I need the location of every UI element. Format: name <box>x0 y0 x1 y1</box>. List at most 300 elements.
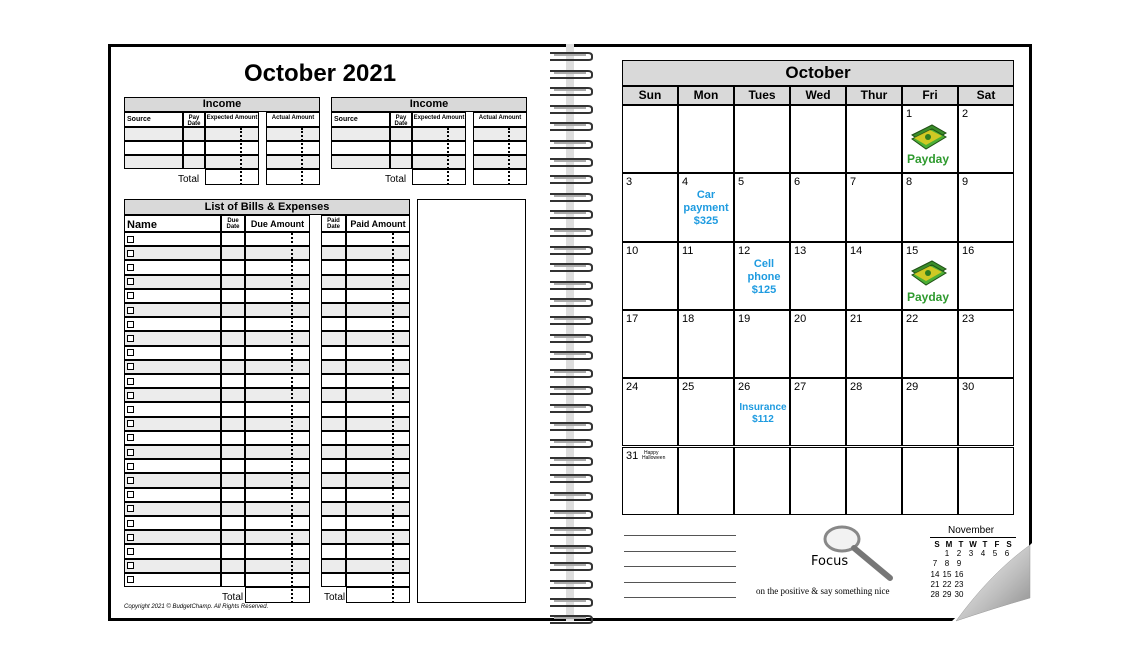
calendar-day-cell[interactable] <box>846 310 902 378</box>
day-number: 29 <box>906 381 919 394</box>
bill-cell[interactable] <box>346 360 410 374</box>
spiral-ring-icon <box>548 191 594 203</box>
bill-cell[interactable] <box>124 544 221 558</box>
bill-cell[interactable] <box>245 516 310 530</box>
calendar-day-cell[interactable] <box>902 173 958 241</box>
bill-cell[interactable] <box>346 275 410 289</box>
due-date-col-header-text: Due Date <box>226 218 240 230</box>
event-text: $125 <box>751 284 777 296</box>
bill-cell[interactable] <box>321 260 346 274</box>
bill-cell[interactable] <box>245 431 310 445</box>
bill-cell[interactable] <box>221 417 245 431</box>
income-cell[interactable] <box>205 127 259 141</box>
mini-day: 29 <box>942 590 952 600</box>
bill-cell[interactable] <box>245 275 310 289</box>
bill-checkbox[interactable] <box>127 463 134 470</box>
mini-day: 2 <box>956 549 962 558</box>
calendar-day-cell[interactable] <box>734 447 790 515</box>
bill-cell[interactable] <box>346 459 410 473</box>
mini-day: 1 <box>944 549 950 558</box>
spiral-ring-icon <box>548 402 594 414</box>
due-amount-col-header <box>245 215 310 232</box>
mini-day: 4 <box>980 549 986 558</box>
day-number: 6 <box>794 176 801 189</box>
bill-checkbox[interactable] <box>127 406 134 413</box>
source-col-header: Source <box>124 112 183 127</box>
bill-cell[interactable] <box>321 374 346 388</box>
calendar-day-cell[interactable] <box>902 310 958 378</box>
weekday-header: Sun <box>622 86 678 105</box>
spiral-ring-icon <box>548 490 594 502</box>
calendar-day-cell[interactable] <box>958 173 1014 241</box>
calendar-day-cell[interactable] <box>790 105 846 173</box>
bill-cell[interactable] <box>321 317 346 331</box>
bill-cell[interactable] <box>124 530 221 544</box>
name-col-header <box>124 215 221 232</box>
income-cell[interactable] <box>331 155 390 169</box>
bill-cell[interactable] <box>321 417 346 431</box>
mini-day: 6 <box>1004 549 1010 558</box>
income-cell[interactable] <box>390 155 412 169</box>
bill-checkbox[interactable] <box>127 292 134 299</box>
bill-cell[interactable] <box>346 402 410 416</box>
bill-cell[interactable] <box>245 445 310 459</box>
bill-cell[interactable] <box>124 573 221 587</box>
income-header: Income <box>124 97 320 112</box>
bill-cell[interactable] <box>221 473 245 487</box>
income-cell[interactable] <box>412 141 466 155</box>
calendar-day-cell[interactable] <box>902 447 958 515</box>
calendar-day-cell[interactable] <box>678 378 734 446</box>
bill-cell[interactable] <box>321 303 346 317</box>
bill-cell[interactable] <box>321 232 346 246</box>
bill-cell[interactable] <box>245 388 310 402</box>
day-number: 7 <box>850 176 857 189</box>
bill-cell[interactable] <box>321 516 346 530</box>
bill-cell[interactable] <box>124 246 221 260</box>
bill-cell[interactable] <box>124 303 221 317</box>
calendar-day-cell[interactable] <box>678 105 734 173</box>
bill-cell[interactable] <box>221 374 245 388</box>
bill-cell[interactable] <box>346 559 410 573</box>
bill-cell[interactable] <box>124 431 221 445</box>
bill-cell[interactable] <box>124 346 221 360</box>
income-cell[interactable] <box>390 127 412 141</box>
bill-cell[interactable] <box>346 303 410 317</box>
bill-checkbox[interactable] <box>127 278 134 285</box>
calendar-day-cell[interactable] <box>846 378 902 446</box>
bill-cell[interactable] <box>221 530 245 544</box>
bill-cell[interactable] <box>124 445 221 459</box>
bill-cell[interactable] <box>124 516 221 530</box>
bill-cell[interactable] <box>245 544 310 558</box>
mini-weekday: F <box>994 540 1000 549</box>
bill-cell[interactable] <box>124 417 221 431</box>
event-text: $325 <box>693 215 719 227</box>
bill-cell[interactable] <box>221 331 245 345</box>
income-cell[interactable] <box>412 155 466 169</box>
bill-cell[interactable] <box>221 431 245 445</box>
calendar-day-cell[interactable] <box>678 242 734 310</box>
bill-cell[interactable] <box>221 232 245 246</box>
expected-col-header-text: Expected Amount <box>413 115 465 121</box>
bill-cell[interactable] <box>321 473 346 487</box>
bill-cell[interactable] <box>124 289 221 303</box>
dotted-divider <box>392 233 394 603</box>
bill-cell[interactable] <box>321 289 346 303</box>
expected-total-cell[interactable] <box>412 169 466 185</box>
bill-checkbox[interactable] <box>127 477 134 484</box>
bill-cell[interactable] <box>221 260 245 274</box>
bill-cell[interactable] <box>124 360 221 374</box>
bill-cell[interactable] <box>321 402 346 416</box>
bill-cell[interactable] <box>245 459 310 473</box>
bill-cell[interactable] <box>321 459 346 473</box>
halloween-note: Happy <box>644 450 659 456</box>
income-cell[interactable] <box>205 141 259 155</box>
calendar-day-cell[interactable] <box>678 447 734 515</box>
bill-checkbox[interactable] <box>127 420 134 427</box>
mini-day: 21 <box>930 579 940 589</box>
note-line[interactable] <box>624 566 736 567</box>
bill-cell[interactable] <box>245 246 310 260</box>
bill-cell[interactable] <box>124 559 221 573</box>
day-number: 14 <box>850 244 863 257</box>
bill-cell[interactable] <box>321 346 346 360</box>
bill-cell[interactable] <box>321 502 346 516</box>
income-cell[interactable] <box>473 155 527 169</box>
spiral-ring-icon <box>548 472 594 484</box>
focus-title: Focus <box>811 554 849 569</box>
day-number: 2 <box>962 108 969 120</box>
bill-cell[interactable] <box>346 388 410 402</box>
bill-checkbox[interactable] <box>127 491 134 498</box>
bill-cell[interactable] <box>245 573 310 587</box>
bill-cell[interactable] <box>346 232 410 246</box>
bill-cell[interactable] <box>124 374 221 388</box>
paid-total-cell[interactable] <box>346 587 410 603</box>
bill-cell[interactable] <box>346 346 410 360</box>
bill-cell[interactable] <box>221 289 245 303</box>
income-cell[interactable] <box>331 141 390 155</box>
bill-cell[interactable] <box>245 530 310 544</box>
income-cell[interactable] <box>124 155 183 169</box>
calendar-day-cell[interactable] <box>958 378 1014 446</box>
actual-col-header <box>473 112 527 127</box>
bill-cell[interactable] <box>346 417 410 431</box>
expected-total-cell[interactable] <box>205 169 259 185</box>
bill-cell[interactable] <box>321 388 346 402</box>
bill-cell[interactable] <box>124 331 221 345</box>
bill-checkbox[interactable] <box>127 349 134 356</box>
day-number: 20 <box>794 312 807 325</box>
calendar-day-cell[interactable] <box>846 242 902 310</box>
mini-day: 28 <box>930 590 940 600</box>
bill-cell[interactable] <box>221 360 245 374</box>
event-text: Insurance <box>739 402 787 413</box>
actual-total-cell[interactable] <box>473 169 527 185</box>
bill-cell[interactable] <box>124 317 221 331</box>
calendar-day-cell[interactable] <box>734 173 790 241</box>
bill-cell[interactable] <box>245 317 310 331</box>
bill-checkbox[interactable] <box>127 520 134 527</box>
bill-cell[interactable] <box>124 473 221 487</box>
due-total-cell[interactable] <box>245 587 310 603</box>
bill-cell[interactable] <box>346 317 410 331</box>
copyright: Copyright 2021 © BudgetChamp. All Rights Reserved. <box>124 604 269 610</box>
bill-cell[interactable] <box>245 488 310 502</box>
total-label: Total <box>385 174 407 185</box>
mini-day: 30 <box>954 590 964 600</box>
bill-cell[interactable] <box>221 459 245 473</box>
calendar-day-cell[interactable] <box>902 378 958 446</box>
bill-checkbox[interactable] <box>127 321 134 328</box>
bill-cell[interactable] <box>124 459 221 473</box>
bill-cell[interactable] <box>346 573 410 587</box>
income-cell[interactable] <box>473 127 527 141</box>
bill-cell[interactable] <box>245 559 310 573</box>
spiral-ring-icon <box>548 244 594 256</box>
weekday-header: Mon <box>678 86 734 105</box>
spiral-ring-icon <box>548 560 594 572</box>
pay-date-col-header <box>183 112 205 127</box>
day-number: 22 <box>906 312 919 325</box>
calendar-day-cell[interactable] <box>958 310 1014 378</box>
bill-cell[interactable] <box>124 232 221 246</box>
bill-cell[interactable] <box>321 445 346 459</box>
calendar-day-cell[interactable] <box>622 105 678 173</box>
bill-cell[interactable] <box>321 275 346 289</box>
source-col-header: Source <box>331 112 390 127</box>
spiral-ring-icon <box>548 296 594 308</box>
money-stack-icon <box>908 257 948 287</box>
spiral-ring-icon <box>548 314 594 326</box>
bill-cell[interactable] <box>221 516 245 530</box>
notes-box[interactable] <box>417 199 526 603</box>
bill-cell[interactable] <box>124 388 221 402</box>
page-title: October 2021 <box>244 60 397 87</box>
bill-checkbox[interactable] <box>127 378 134 385</box>
bill-cell[interactable] <box>245 374 310 388</box>
day-number: 23 <box>962 312 975 325</box>
spiral-ring-icon <box>548 384 594 396</box>
bill-cell[interactable] <box>245 289 310 303</box>
bill-cell[interactable] <box>346 445 410 459</box>
bill-checkbox[interactable] <box>127 434 134 441</box>
bill-cell[interactable] <box>346 488 410 502</box>
magnifier-icon <box>812 523 902 583</box>
bill-cell[interactable] <box>221 445 245 459</box>
day-number: 12 <box>738 244 751 257</box>
page-curl-icon <box>950 543 1032 623</box>
income-cell[interactable] <box>473 141 527 155</box>
income-cell[interactable] <box>266 141 320 155</box>
bill-cell[interactable] <box>321 488 346 502</box>
income-cell[interactable] <box>124 127 183 141</box>
bill-cell[interactable] <box>221 246 245 260</box>
bill-cell[interactable] <box>321 246 346 260</box>
day-number: 25 <box>682 381 695 394</box>
spiral-ring-icon <box>548 437 594 449</box>
bill-checkbox[interactable] <box>127 449 134 456</box>
bill-cell[interactable] <box>321 431 346 445</box>
bill-cell[interactable] <box>245 360 310 374</box>
expected-col-header <box>412 112 466 127</box>
note-line[interactable] <box>624 551 736 552</box>
spiral-ring-icon <box>548 138 594 150</box>
calendar-day-cell[interactable] <box>678 310 734 378</box>
calendar-day-cell[interactable] <box>622 242 678 310</box>
dotted-divider <box>291 233 293 603</box>
mini-weekday: T <box>982 540 988 549</box>
bill-cell[interactable] <box>124 275 221 289</box>
bill-cell[interactable] <box>221 388 245 402</box>
income-cell[interactable] <box>205 155 259 169</box>
day-number: 8 <box>906 176 913 189</box>
calendar-day-cell[interactable] <box>790 242 846 310</box>
bill-cell[interactable] <box>221 275 245 289</box>
bill-cell[interactable] <box>346 473 410 487</box>
income-cell[interactable] <box>331 127 390 141</box>
bill-checkbox[interactable] <box>127 363 134 370</box>
bill-cell[interactable] <box>321 544 346 558</box>
mini-day: 5 <box>992 549 998 558</box>
calendar-day-cell[interactable] <box>790 310 846 378</box>
bill-cell[interactable] <box>346 502 410 516</box>
calendar-day-cell[interactable] <box>622 378 678 446</box>
bill-cell[interactable] <box>124 402 221 416</box>
mini-day: 8 <box>944 559 950 569</box>
income-cell[interactable] <box>183 155 205 169</box>
bill-cell[interactable] <box>321 360 346 374</box>
mini-weekday: W <box>969 540 977 549</box>
bill-checkbox[interactable] <box>127 236 134 243</box>
mini-weekday: M <box>945 540 953 549</box>
bill-checkbox[interactable] <box>127 505 134 512</box>
bill-cell[interactable] <box>346 374 410 388</box>
bill-cell[interactable] <box>221 573 245 587</box>
mini-day: 22 <box>942 579 952 589</box>
bill-cell[interactable] <box>245 473 310 487</box>
calendar-day-cell[interactable] <box>958 242 1014 310</box>
bill-cell[interactable] <box>221 317 245 331</box>
bill-cell[interactable] <box>221 544 245 558</box>
calendar-day-cell[interactable] <box>958 447 1014 515</box>
bill-cell[interactable] <box>346 289 410 303</box>
bill-cell[interactable] <box>245 346 310 360</box>
calendar-day-cell[interactable] <box>790 447 846 515</box>
mini-month-title: November <box>948 525 995 536</box>
bill-cell[interactable] <box>346 260 410 274</box>
bill-cell[interactable] <box>245 417 310 431</box>
spiral-ring-icon <box>548 68 594 80</box>
bill-cell[interactable] <box>245 260 310 274</box>
bill-cell[interactable] <box>124 502 221 516</box>
bill-cell[interactable] <box>321 331 346 345</box>
note-line[interactable] <box>624 535 736 536</box>
expected-col-header-text: Expected Amount <box>206 115 258 121</box>
income-cell[interactable] <box>124 141 183 155</box>
calendar-day-cell[interactable] <box>958 105 1014 173</box>
bill-checkbox[interactable] <box>127 264 134 271</box>
calendar-day-cell[interactable] <box>846 105 902 173</box>
bill-cell[interactable] <box>124 260 221 274</box>
calendar-day-cell[interactable] <box>734 310 790 378</box>
calendar-day-cell[interactable] <box>734 105 790 173</box>
bills-header: List of Bills & Expenses <box>124 199 410 215</box>
weekday-header: Tues <box>734 86 790 105</box>
mini-day: 14 <box>930 569 940 579</box>
income-cell[interactable] <box>412 127 466 141</box>
bill-checkbox[interactable] <box>127 534 134 541</box>
calendar-day-cell[interactable] <box>790 378 846 446</box>
calendar-day-cell[interactable] <box>790 173 846 241</box>
calendar-day-cell[interactable] <box>846 173 902 241</box>
day-number: 16 <box>962 244 975 257</box>
bill-checkbox[interactable] <box>127 576 134 583</box>
bill-cell[interactable] <box>221 488 245 502</box>
bill-checkbox[interactable] <box>127 562 134 569</box>
bill-checkbox[interactable] <box>127 335 134 342</box>
income-cell[interactable] <box>266 155 320 169</box>
bill-cell[interactable] <box>245 331 310 345</box>
income-cell[interactable] <box>266 127 320 141</box>
bill-cell[interactable] <box>245 232 310 246</box>
total-label: Total <box>324 592 346 603</box>
income-cell[interactable] <box>183 127 205 141</box>
spiral-ring-icon <box>548 332 594 344</box>
income-cell[interactable] <box>390 141 412 155</box>
bill-cell[interactable] <box>221 502 245 516</box>
calendar-day-cell[interactable] <box>622 310 678 378</box>
bill-cell[interactable] <box>321 573 346 587</box>
bill-cell[interactable] <box>124 488 221 502</box>
bill-cell[interactable] <box>346 331 410 345</box>
note-line[interactable] <box>624 597 736 598</box>
bill-cell[interactable] <box>321 559 346 573</box>
bill-cell[interactable] <box>221 346 245 360</box>
bill-cell[interactable] <box>245 502 310 516</box>
bill-cell[interactable] <box>321 530 346 544</box>
bill-cell[interactable] <box>346 530 410 544</box>
bill-cell[interactable] <box>245 303 310 317</box>
note-line[interactable] <box>624 582 736 583</box>
mini-day: 9 <box>956 559 962 569</box>
paid-amount-col-header <box>346 215 410 232</box>
bill-cell[interactable] <box>221 559 245 573</box>
bill-cell[interactable] <box>346 431 410 445</box>
bill-checkbox[interactable] <box>127 307 134 314</box>
income-cell[interactable] <box>183 141 205 155</box>
day-number: 27 <box>794 381 807 394</box>
bill-checkbox[interactable] <box>127 548 134 555</box>
bill-cell[interactable] <box>346 246 410 260</box>
bill-checkbox[interactable] <box>127 250 134 257</box>
actual-total-cell[interactable] <box>266 169 320 185</box>
bill-cell[interactable] <box>221 402 245 416</box>
day-number: 30 <box>962 381 975 394</box>
mini-day: 7 <box>932 559 938 569</box>
bill-cell[interactable] <box>346 516 410 530</box>
bill-cell[interactable] <box>221 303 245 317</box>
due-date-col-header <box>221 215 245 232</box>
calendar-day-cell[interactable] <box>622 173 678 241</box>
bill-cell[interactable] <box>245 402 310 416</box>
bill-cell[interactable] <box>346 544 410 558</box>
calendar-day-cell[interactable] <box>846 447 902 515</box>
bill-checkbox[interactable] <box>127 392 134 399</box>
spiral-ring-icon <box>548 349 594 361</box>
